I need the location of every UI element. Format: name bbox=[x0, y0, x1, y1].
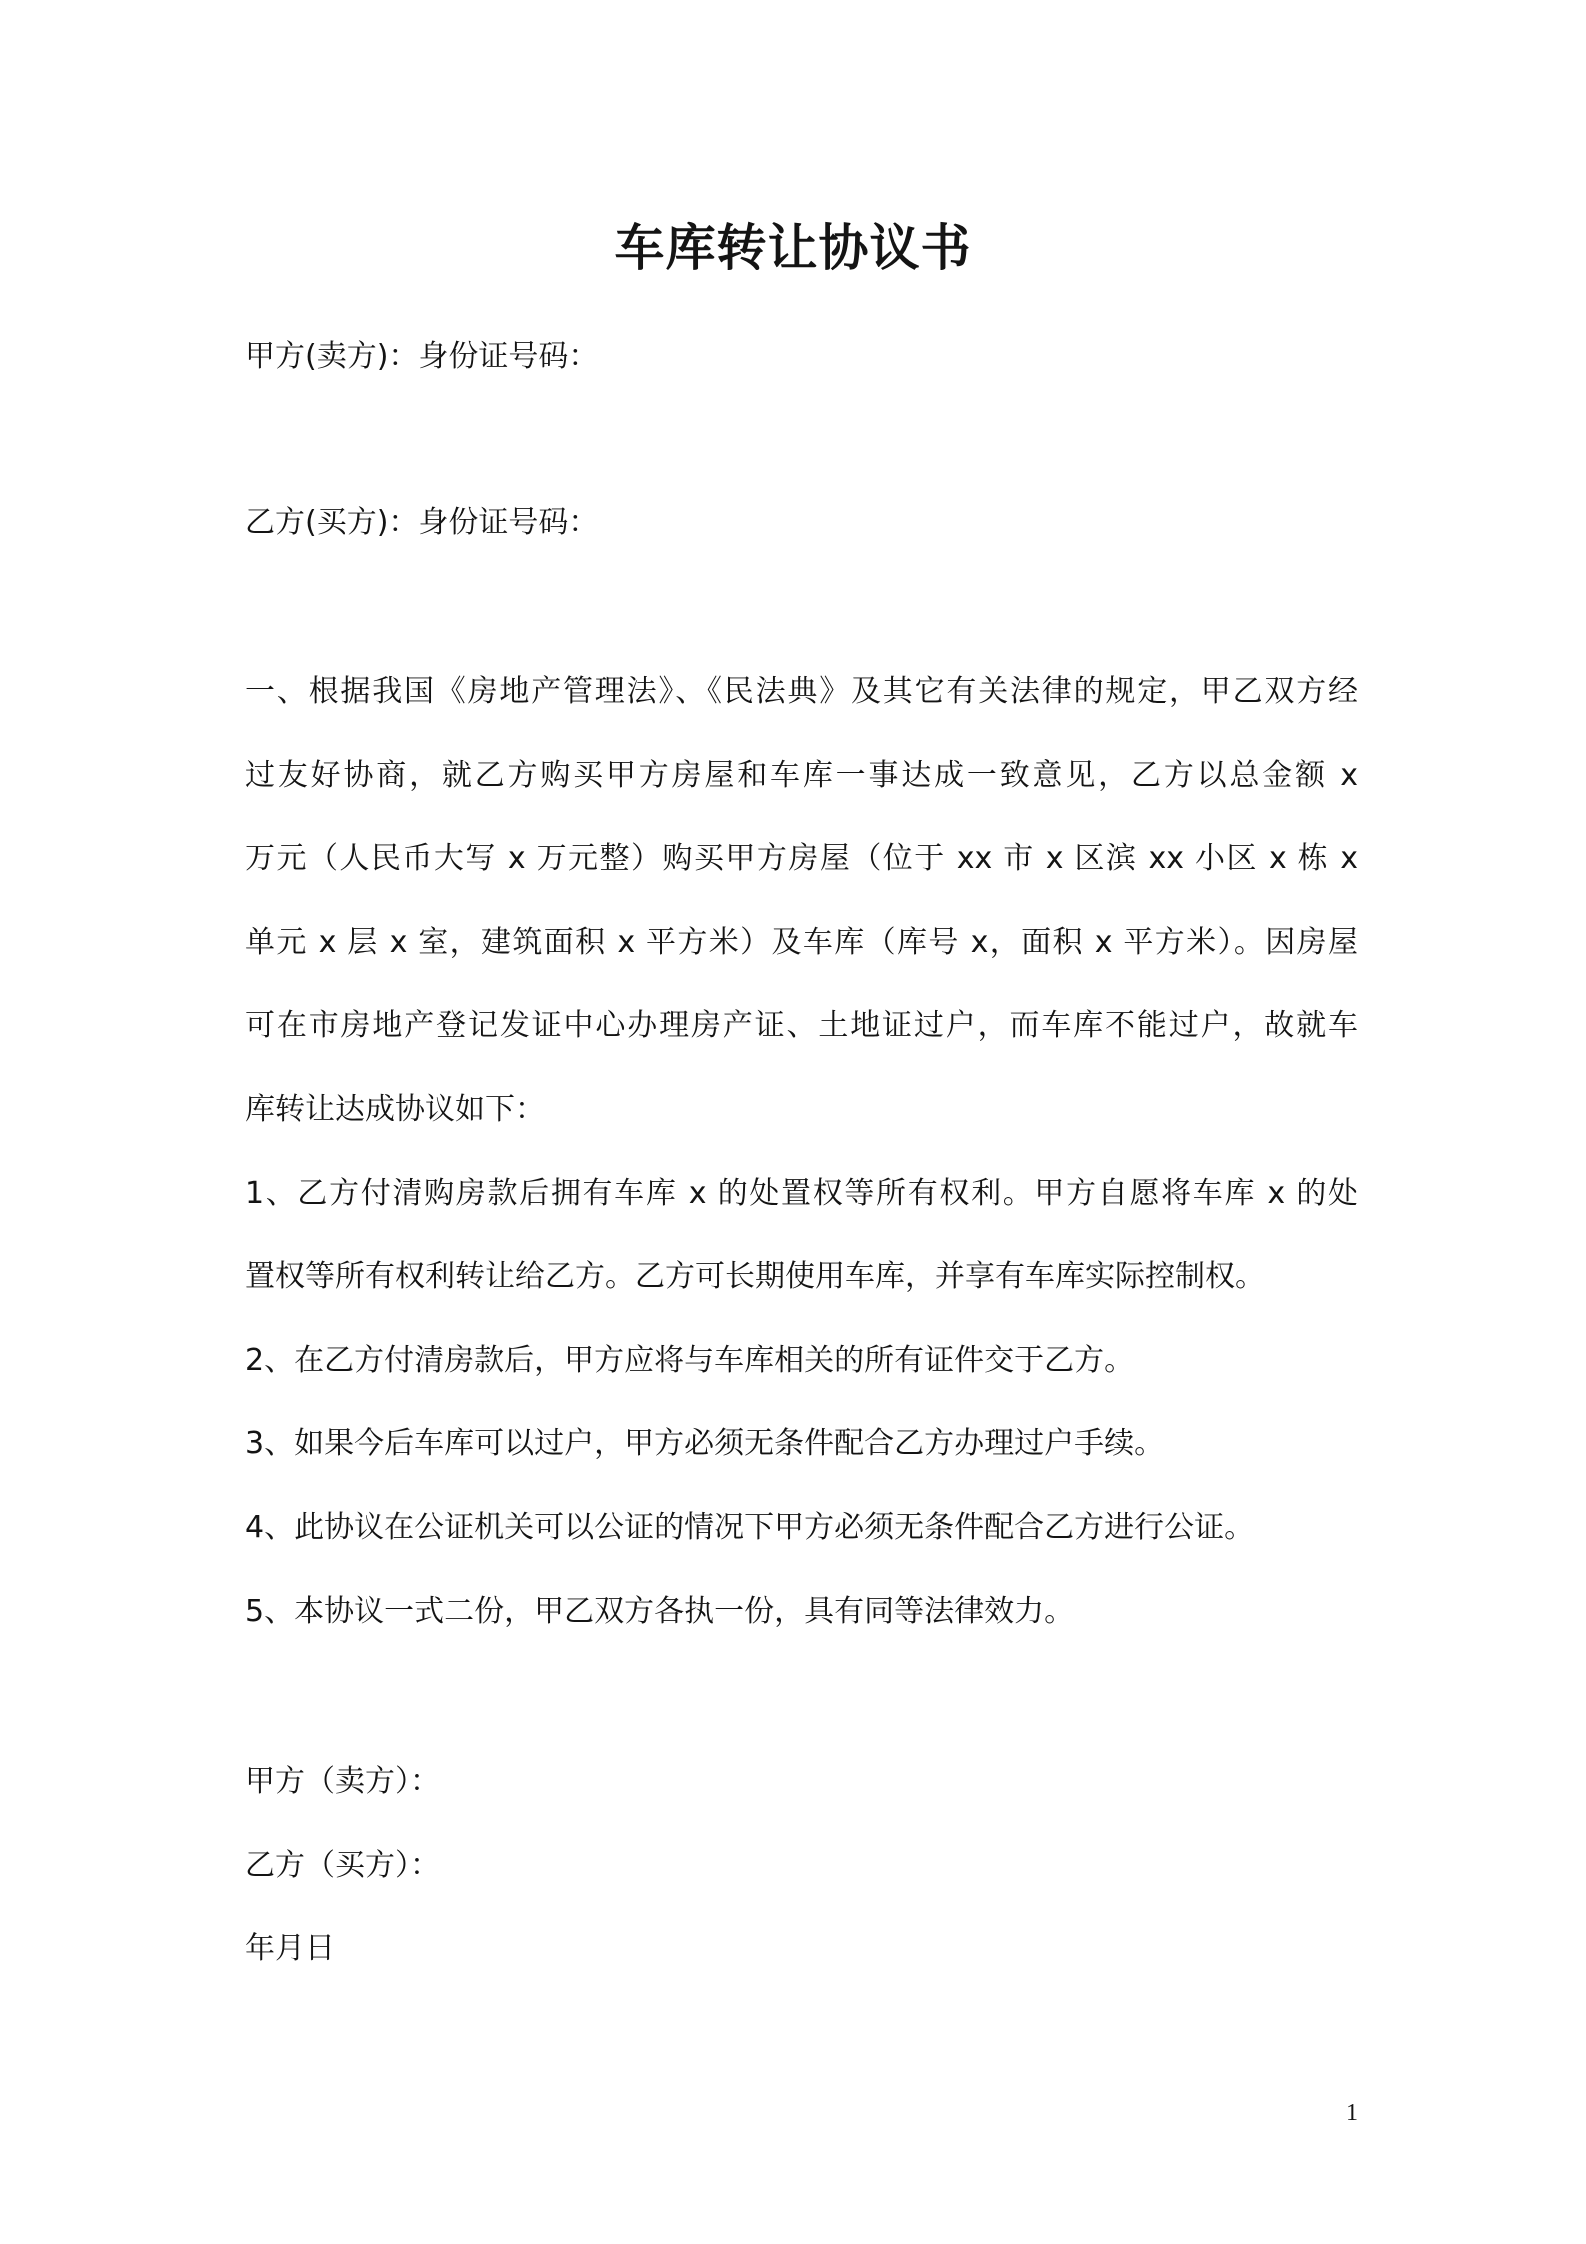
intro-line: 万元（人民币大写 x 万元整）购买甲方房屋（位于 xx 市 x 区滨 xx 小区 x 栋 x bbox=[245, 841, 1358, 877]
clause-line: 4、此协议在公证机关可以公证的情况下甲方必须无条件配合乙方进行公证。 bbox=[245, 1509, 1255, 1545]
page-number: 1 bbox=[1346, 2100, 1358, 2126]
clause-item-3 bbox=[245, 1402, 1358, 1486]
clause-line: 5、本协议一式二份，甲乙双方各执一份，具有同等法律效力。 bbox=[245, 1593, 1075, 1629]
intro-line: 单元 x 层 x 室，建筑面积 x 平方米）及车库（库号 x，面积 x 平方米）。因房屋 bbox=[245, 924, 1358, 960]
clause-item-4 bbox=[245, 1486, 1358, 1570]
clause-line: 2、在乙方付清房款后，甲方应将与车库相关的所有证件交于乙方。 bbox=[245, 1342, 1135, 1378]
party-b-header-block bbox=[245, 481, 1358, 565]
agreement-body bbox=[245, 650, 1358, 1653]
party-a-signature-label: 甲方（卖方）： bbox=[245, 1764, 440, 1799]
clause-item-1 bbox=[245, 1152, 1358, 1319]
clause-line: 置权等所有权利转让给乙方。乙方可长期使用车库，并享有车库实际控制权。 bbox=[245, 1259, 1265, 1295]
clause-line: 3、如果今后车库可以过户，甲方必须无条件配合乙方办理过户手续。 bbox=[245, 1426, 1165, 1462]
document-title: 车库转让协议书 bbox=[614, 219, 972, 277]
party-a-header-block bbox=[245, 315, 1358, 399]
party-a-id-line: 甲方(卖方)：身份证号码： bbox=[245, 339, 599, 374]
party-b-id-line: 乙方(买方)：身份证号码： bbox=[245, 505, 599, 540]
date-label: 年月日 bbox=[245, 1931, 335, 1967]
intro-line: 一、根据我国《房地产管理法》、《民法典》及其它有关法律的规定，甲乙双方经 bbox=[245, 674, 1358, 709]
clause-line: 1、乙方付清购房款后拥有车库 x 的处置权等所有权利。甲方自愿将车库 x 的处 bbox=[245, 1175, 1358, 1211]
intro-clause bbox=[245, 650, 1358, 1152]
intro-line: 过友好协商，就乙方购买甲方房屋和车库一事达成一致意见，乙方以总金额 x bbox=[245, 757, 1358, 793]
signature-block bbox=[245, 1740, 1358, 1991]
clause-item-2 bbox=[245, 1319, 1358, 1403]
party-b-signature-label: 乙方（买方）： bbox=[245, 1847, 440, 1883]
intro-line: 可在市房地产登记发证中心办理房产证、土地证过户，而车库不能过户，故就车 bbox=[245, 1008, 1358, 1044]
intro-line: 库转让达成协议如下： bbox=[245, 1091, 545, 1127]
clause-item-5 bbox=[245, 1570, 1358, 1654]
